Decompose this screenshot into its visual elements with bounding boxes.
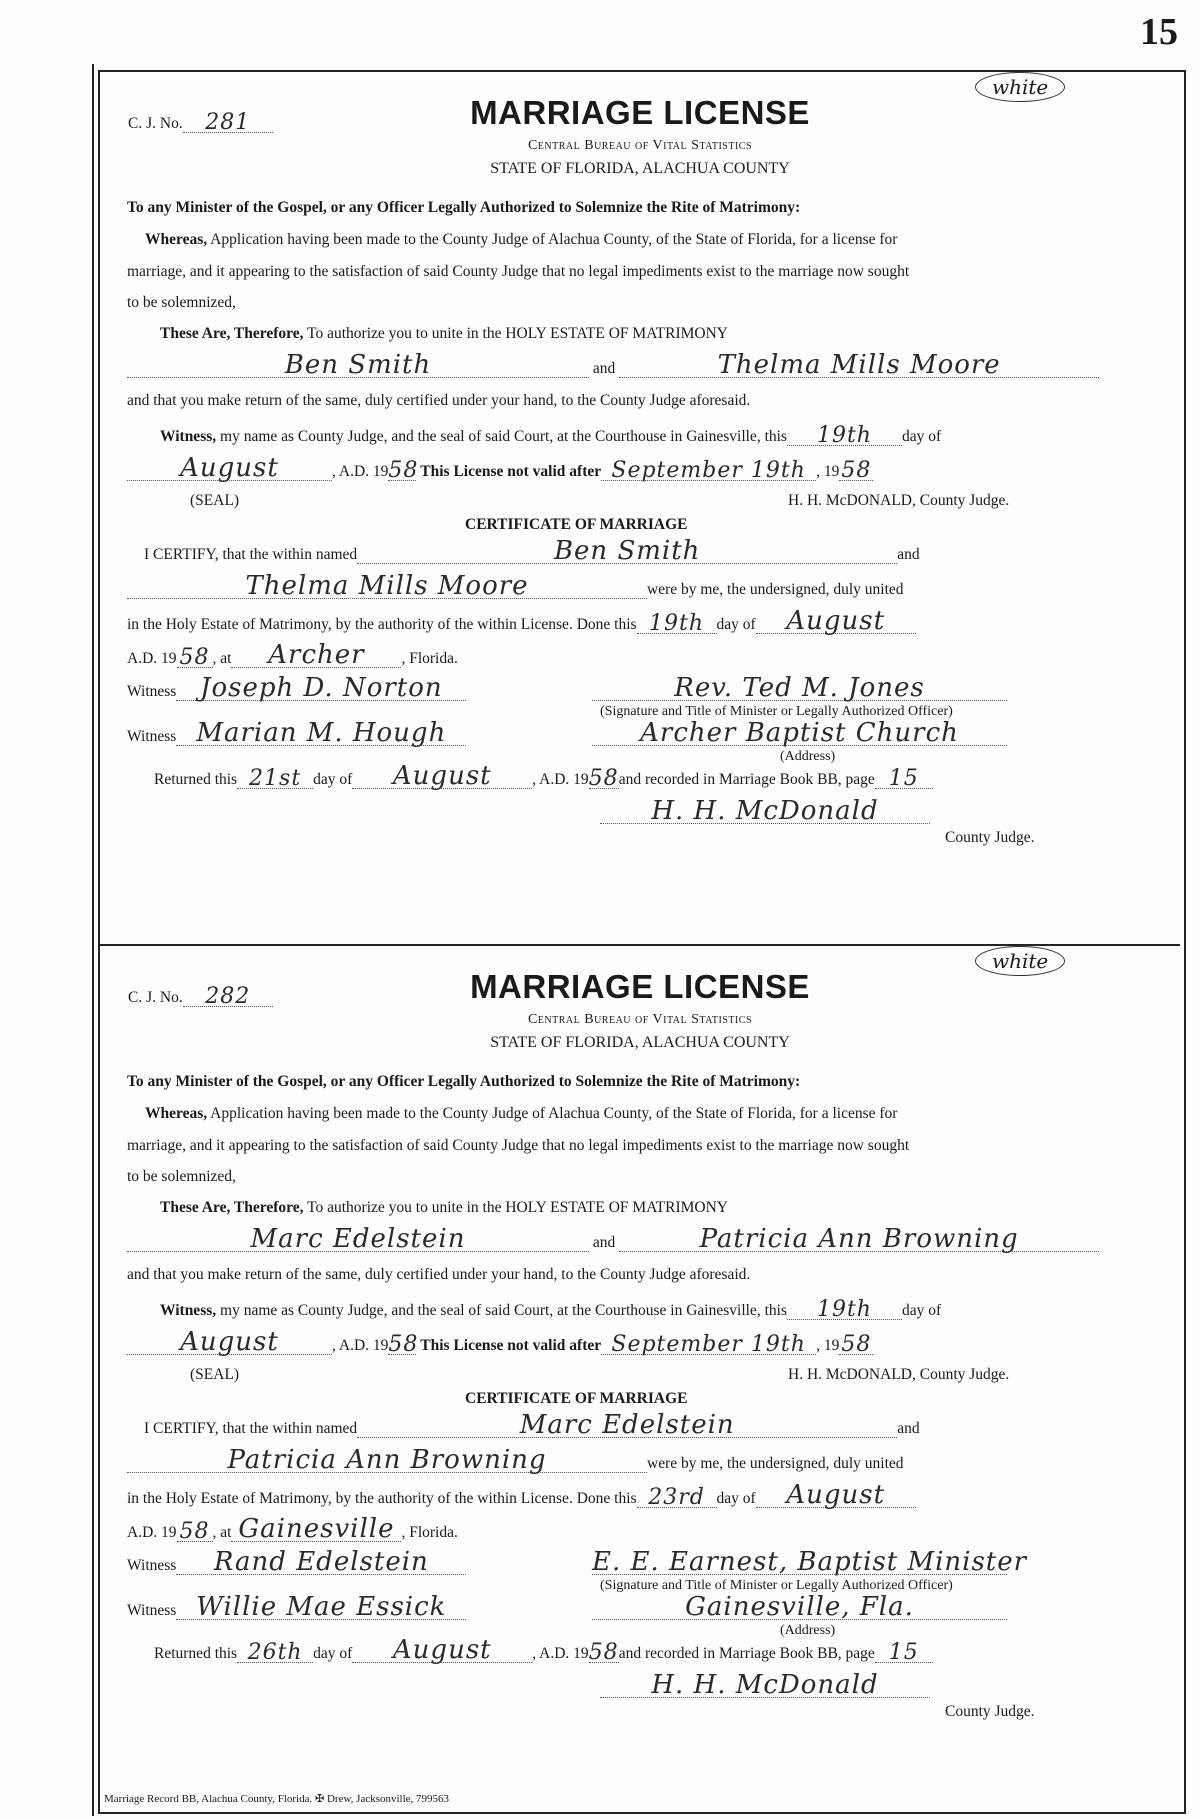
and-label: and xyxy=(897,546,920,563)
witness-label: Witness xyxy=(127,683,177,700)
done-month: August xyxy=(786,606,886,636)
officiant-line xyxy=(592,673,1007,703)
return-instruction: and that you make return of the same, duly certified under your hand, to the County Judge aforesaid. xyxy=(127,1266,751,1283)
witness-2-name: Marian M. Hough xyxy=(196,718,447,748)
signature-caption: (Signature and Title of Minister or Legally Authorized Officer) xyxy=(600,704,953,719)
page-number: 15 xyxy=(1140,11,1178,53)
authorize-text: To authorize you to unite in the HOLY ESTATE OF MATRIMONY xyxy=(307,1199,729,1216)
witness-1-name: Joseph D. Norton xyxy=(200,673,443,703)
whereas-line-1 xyxy=(145,231,897,249)
cj-no-label: C. J. No. xyxy=(128,115,183,132)
officiant-signature: Rev. Ted M. Jones xyxy=(674,673,925,703)
valid-until: September 19th xyxy=(611,458,806,483)
ad-label: , A.D. 19 xyxy=(532,771,589,788)
issue-date-line xyxy=(127,453,873,483)
valid-year: 58 xyxy=(841,458,872,483)
issue-year: 58 xyxy=(388,1332,419,1357)
done-month: August xyxy=(786,1480,886,1510)
officiant-address: Gainesville, Fla. xyxy=(685,1592,914,1622)
done-year: 58 xyxy=(179,645,210,670)
returned-year: 58 xyxy=(588,1640,619,1665)
certify-line xyxy=(144,1410,920,1440)
returned-line xyxy=(154,1635,933,1665)
race-note: white xyxy=(975,72,1065,102)
day-of-label: day of xyxy=(901,1302,942,1319)
returned-line xyxy=(154,761,933,791)
recorded-text: and recorded in Marriage Book BB, page xyxy=(618,1645,875,1662)
day-of-label: day of xyxy=(901,428,942,445)
couple-line xyxy=(127,350,1099,380)
certified-groom: Marc Edelstein xyxy=(519,1410,735,1440)
returned-day: 21st xyxy=(249,766,302,791)
and-label: and xyxy=(592,1234,616,1251)
witness-2-line xyxy=(127,1592,466,1622)
license-title: MARRIAGE LICENSE xyxy=(470,94,810,131)
recorded-text: and recorded in Marriage Book BB, page xyxy=(618,771,875,788)
witness-judge-label: Witness, xyxy=(160,428,217,445)
issue-month: August xyxy=(180,453,279,483)
and-label: and xyxy=(592,360,616,377)
whereas-label: Whereas, xyxy=(145,1105,208,1122)
not-valid-label: This License not valid after xyxy=(420,463,602,480)
bride-name: Thelma Mills Moore xyxy=(717,350,1001,380)
place-line xyxy=(127,1514,458,1544)
holy-estate-text: in the Holy Estate of Matrimony, by the authority of the within License. Done this xyxy=(127,1490,637,1507)
couple-line xyxy=(127,1224,1099,1254)
florida-label: , Florida. xyxy=(401,650,458,667)
ad-label: A.D. 19 xyxy=(127,650,177,667)
return-instruction: and that you make return of the same, duly certified under your hand, to the County Judge aforesaid. xyxy=(127,392,751,409)
and-label: and xyxy=(897,1420,920,1437)
done-year: 58 xyxy=(179,1519,210,1544)
county-judge-label: County Judge. xyxy=(945,829,1035,846)
returned-label: Returned this xyxy=(154,771,238,788)
witness-judge-line xyxy=(160,423,942,448)
witness-judge-line xyxy=(160,1297,942,1322)
returned-month: August xyxy=(392,761,492,791)
cj-number-value: 281 xyxy=(205,110,251,135)
place-line xyxy=(127,640,458,670)
authorize-line xyxy=(160,1199,728,1217)
returned-month: August xyxy=(392,1635,492,1665)
address-line: To any Minister of the Gospel, or any Officer Legally Authorized to Solemnize the Rite of Matrimony: xyxy=(127,1073,801,1090)
united-text: were by me, the undersigned, duly united xyxy=(647,1455,904,1472)
marriage-place: Gainesville xyxy=(238,1514,395,1544)
whereas-text-1: Application having been made to the County Judge of Alachua County, of the State of Florida, for a license for xyxy=(210,231,898,248)
certified-bride-line xyxy=(127,1445,904,1475)
certify-text: I CERTIFY, that the within named xyxy=(144,1420,358,1437)
marriage-place: Archer xyxy=(268,640,365,670)
whereas-line-3: to be solemnized, xyxy=(127,1168,236,1185)
witness-2-name: Willie Mae Essick xyxy=(196,1592,447,1622)
whereas-label: Whereas, xyxy=(145,231,208,248)
at-label: , at xyxy=(212,650,232,667)
at-label: , at xyxy=(212,1524,232,1541)
ad-label: A.D. 19 xyxy=(127,1524,177,1541)
witness-1-line xyxy=(127,1547,466,1577)
book-page: 15 xyxy=(888,766,919,791)
bureau-name: Central Bureau of Vital Statistics xyxy=(527,138,753,153)
officiant-address: Archer Baptist Church xyxy=(640,718,959,748)
holy-estate-text: in the Holy Estate of Matrimony, by the authority of the within License. Done this xyxy=(127,616,637,633)
certified-bride-line xyxy=(127,571,904,601)
witness-judge-text: my name as County Judge, and the seal of said Court, at the Courthouse in Gainesville, this xyxy=(220,428,787,445)
officiant-address-line xyxy=(592,718,1007,748)
valid-year-label: , 19 xyxy=(816,463,840,480)
judge-signature-line xyxy=(600,1670,930,1700)
returned-label: Returned this xyxy=(154,1645,238,1662)
ad-label: , A.D. 19 xyxy=(532,1645,589,1662)
bureau-name: Central Bureau of Vital Statistics xyxy=(527,1012,753,1027)
record-frame-left-rule xyxy=(92,64,100,1816)
witness-judge-label: Witness, xyxy=(160,1302,217,1319)
done-line xyxy=(127,606,916,636)
witness-judge-text: my name as County Judge, and the seal of said Court, at the Courthouse in Gainesville, this xyxy=(220,1302,787,1319)
issue-year: 58 xyxy=(388,458,419,483)
address-caption: (Address) xyxy=(780,1623,836,1638)
done-day: 19th xyxy=(649,611,705,636)
certified-bride: Patricia Ann Browning xyxy=(227,1445,547,1475)
certificate-title: CERTIFICATE OF MARRIAGE xyxy=(465,1390,688,1407)
certified-groom: Ben Smith xyxy=(553,536,701,566)
ad-label: , A.D. 19 xyxy=(332,463,389,480)
authorize-line xyxy=(160,325,728,343)
issue-day: 19th xyxy=(816,1297,872,1322)
florida-label: , Florida. xyxy=(401,1524,458,1541)
whereas-line-3: to be solemnized, xyxy=(127,294,236,311)
groom-name: Marc Edelstein xyxy=(250,1224,466,1254)
witness-1-line xyxy=(127,673,466,703)
valid-year: 58 xyxy=(841,1332,872,1357)
witness-1-name: Rand Edelstein xyxy=(213,1547,429,1577)
done-day: 23rd xyxy=(648,1485,705,1510)
judge-signature: H. H. McDonald xyxy=(651,1670,879,1700)
done-line xyxy=(127,1480,916,1510)
footer-imprint: Marriage Record BB, Alachua County, Florida. ✠ Drew, Jacksonville, 799563 xyxy=(104,1793,450,1805)
ad-label: , A.D. 19 xyxy=(332,1337,389,1354)
county-judge-label: County Judge. xyxy=(945,1703,1035,1720)
witness-label: Witness xyxy=(127,1602,177,1619)
returned-year: 58 xyxy=(588,766,619,791)
day-of-label: day of xyxy=(716,616,756,633)
witness-label: Witness xyxy=(127,1557,177,1574)
whereas-line-1 xyxy=(145,1105,897,1123)
bride-name: Patricia Ann Browning xyxy=(699,1224,1019,1254)
state-county: STATE OF FLORIDA, ALACHUA COUNTY xyxy=(490,160,790,177)
certify-text: I CERTIFY, that the within named xyxy=(144,546,358,563)
cj-number-value: 282 xyxy=(205,984,251,1009)
issue-date-line xyxy=(127,1327,873,1357)
united-text: were by me, the undersigned, duly united xyxy=(647,581,904,598)
officiant-line xyxy=(592,1547,1028,1577)
not-valid-label: This License not valid after xyxy=(420,1337,602,1354)
state-county: STATE OF FLORIDA, ALACHUA COUNTY xyxy=(490,1034,790,1051)
day-of-label: day of xyxy=(313,771,353,788)
cj-no-label: C. J. No. xyxy=(128,989,183,1006)
authorize-text: To authorize you to unite in the HOLY ESTATE OF MATRIMONY xyxy=(307,325,729,342)
day-of-label: day of xyxy=(716,1490,756,1507)
whereas-line-2: marriage, and it appearing to the satisfaction of said County Judge that no legal impediments exist to the marriage now sought xyxy=(127,263,910,280)
judge-name: H. H. McDONALD, County Judge. xyxy=(788,1366,1010,1383)
groom-name: Ben Smith xyxy=(284,350,432,380)
license-title: MARRIAGE LICENSE xyxy=(470,968,810,1005)
officiant-signature: E. E. Earnest, Baptist Minister xyxy=(592,1547,1028,1577)
signature-caption: (Signature and Title of Minister or Legally Authorized Officer) xyxy=(600,1578,953,1593)
seal-label: (SEAL) xyxy=(190,492,240,509)
book-page: 15 xyxy=(888,1640,919,1665)
valid-until: September 19th xyxy=(611,1332,806,1357)
judge-signature-line xyxy=(600,796,930,826)
judge-name: H. H. McDONALD, County Judge. xyxy=(788,492,1010,509)
issue-day: 19th xyxy=(816,423,872,448)
valid-year-label: , 19 xyxy=(816,1337,840,1354)
address-line: To any Minister of the Gospel, or any Officer Legally Authorized to Solemnize the Rite of Matrimony: xyxy=(127,199,801,216)
certify-line xyxy=(144,536,920,566)
witness-label: Witness xyxy=(127,728,177,745)
whereas-text-1: Application having been made to the County Judge of Alachua County, of the State of Florida, for a license for xyxy=(210,1105,898,1122)
certified-bride: Thelma Mills Moore xyxy=(245,571,529,601)
these-are-label: These Are, Therefore, xyxy=(160,1199,304,1216)
these-are-label: These Are, Therefore, xyxy=(160,325,304,342)
officiant-address-line xyxy=(592,1592,1007,1622)
address-caption: (Address) xyxy=(780,749,836,764)
judge-signature: H. H. McDonald xyxy=(651,796,879,826)
race-note: white xyxy=(975,946,1065,976)
day-of-label: day of xyxy=(313,1645,353,1662)
whereas-line-2: marriage, and it appearing to the satisfaction of said County Judge that no legal impediments exist to the marriage now sought xyxy=(127,1137,910,1154)
seal-label: (SEAL) xyxy=(190,1366,240,1383)
returned-day: 26th xyxy=(247,1640,303,1665)
issue-month: August xyxy=(180,1327,279,1357)
certificate-title: CERTIFICATE OF MARRIAGE xyxy=(465,516,688,533)
witness-2-line xyxy=(127,718,466,748)
